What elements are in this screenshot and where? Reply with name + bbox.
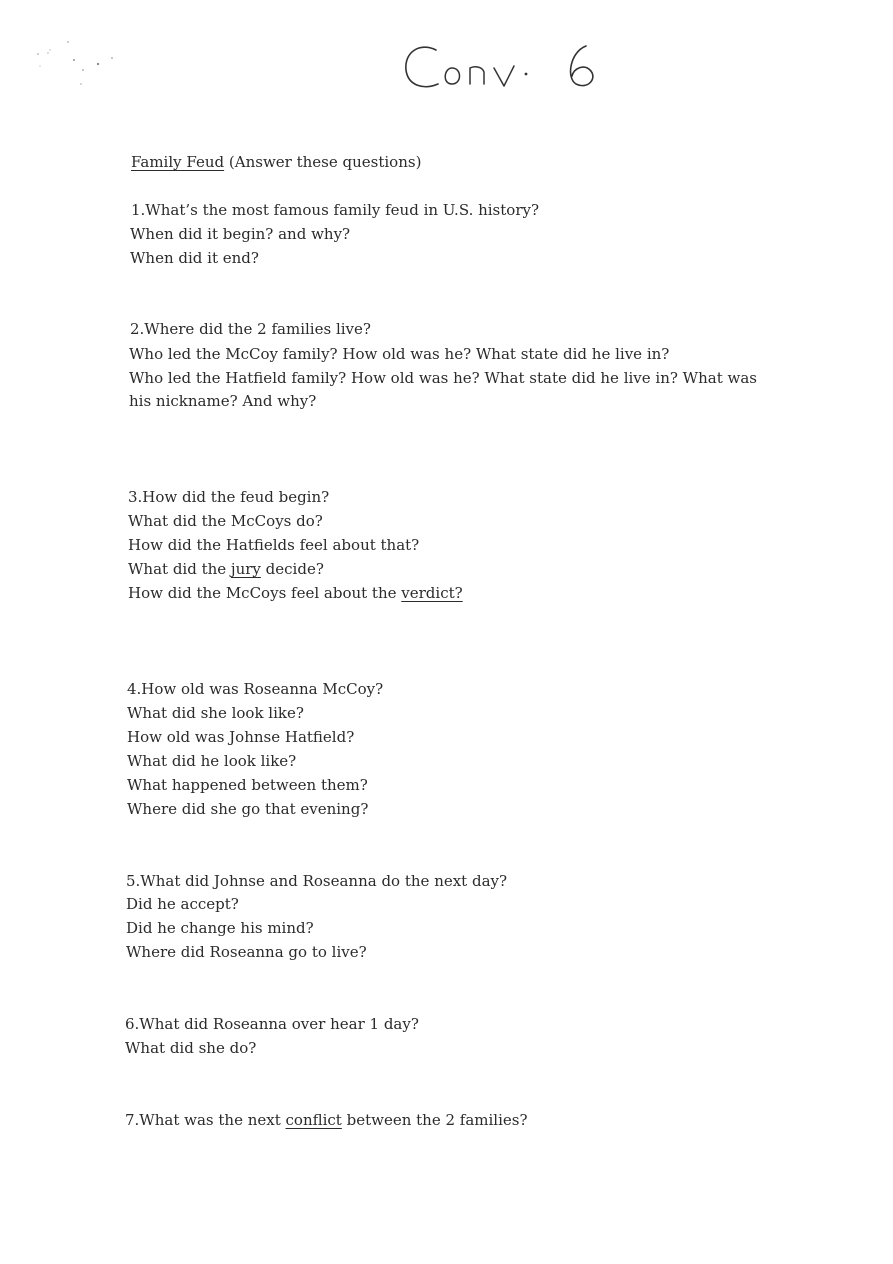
heading-instruction: (Answer these questions): [228, 153, 422, 171]
q3-line-1: 3.How did the feud begin?: [128, 488, 330, 506]
q7-line-1-post: between the 2 families?: [341, 1111, 528, 1129]
handwritten-title: [400, 38, 610, 98]
q3-line-4: [128, 559, 324, 579]
q7-line-1-pre: 7.What was the next: [125, 1111, 286, 1129]
q3-line-4-pre: What did the: [128, 560, 231, 578]
q3-line-4-post: decide?: [260, 560, 324, 578]
q5-line-1: 5.What did Johnse and Roseanna do the next day?: [126, 872, 508, 890]
q3-line-5-pre: How did the McCoys feel about the: [128, 584, 402, 602]
q4-line-4: What did he look like?: [127, 752, 297, 770]
term-conflict: conflict: [285, 1111, 342, 1129]
term-jury: jury: [230, 560, 261, 578]
q6-line-2: What did she do?: [125, 1039, 257, 1057]
q2-line-1: 2.Where did the 2 families live?: [130, 320, 371, 338]
q3-line-5: [128, 583, 463, 603]
q4-line-5: What happened between them?: [127, 776, 368, 794]
q3-line-3: How did the Hatfields feel about that?: [128, 536, 420, 554]
term-verdict: verdict?: [401, 584, 463, 602]
q2-line-3: Who led the Hatfield family? How old was he? What state did he live in? What was his nickname? And why?: [129, 369, 757, 410]
q5-line-2: Did he accept?: [126, 895, 239, 913]
q7-line-1: [125, 1110, 528, 1130]
scan-specks: [28, 36, 128, 96]
q4-line-2: What did she look like?: [127, 704, 304, 722]
heading-title: Family Feud: [131, 153, 225, 171]
q4-line-1: 4.How old was Roseanna McCoy?: [127, 680, 384, 698]
q5-line-4: Where did Roseanna go to live?: [126, 943, 367, 961]
handwritten-title-strokes: [400, 38, 610, 98]
q6-line-1: 6.What did Roseanna over hear 1 day?: [125, 1015, 419, 1033]
q4-line-6: Where did she go that evening?: [127, 800, 369, 818]
q5-line-3: Did he change his mind?: [126, 919, 314, 937]
q1-line-3: When did it end?: [130, 249, 259, 267]
heading-line: [131, 152, 421, 172]
q1-line-1: 1.What’s the most famous family feud in U.S. history?: [131, 201, 540, 219]
q1-line-2: When did it begin? and why?: [130, 225, 351, 243]
q4-line-3: How old was Johnse Hatfield?: [127, 728, 355, 746]
q2-line-2: Who led the McCoy family? How old was he? What state did he live in?: [129, 345, 670, 363]
q3-line-2: What did the McCoys do?: [128, 512, 323, 530]
